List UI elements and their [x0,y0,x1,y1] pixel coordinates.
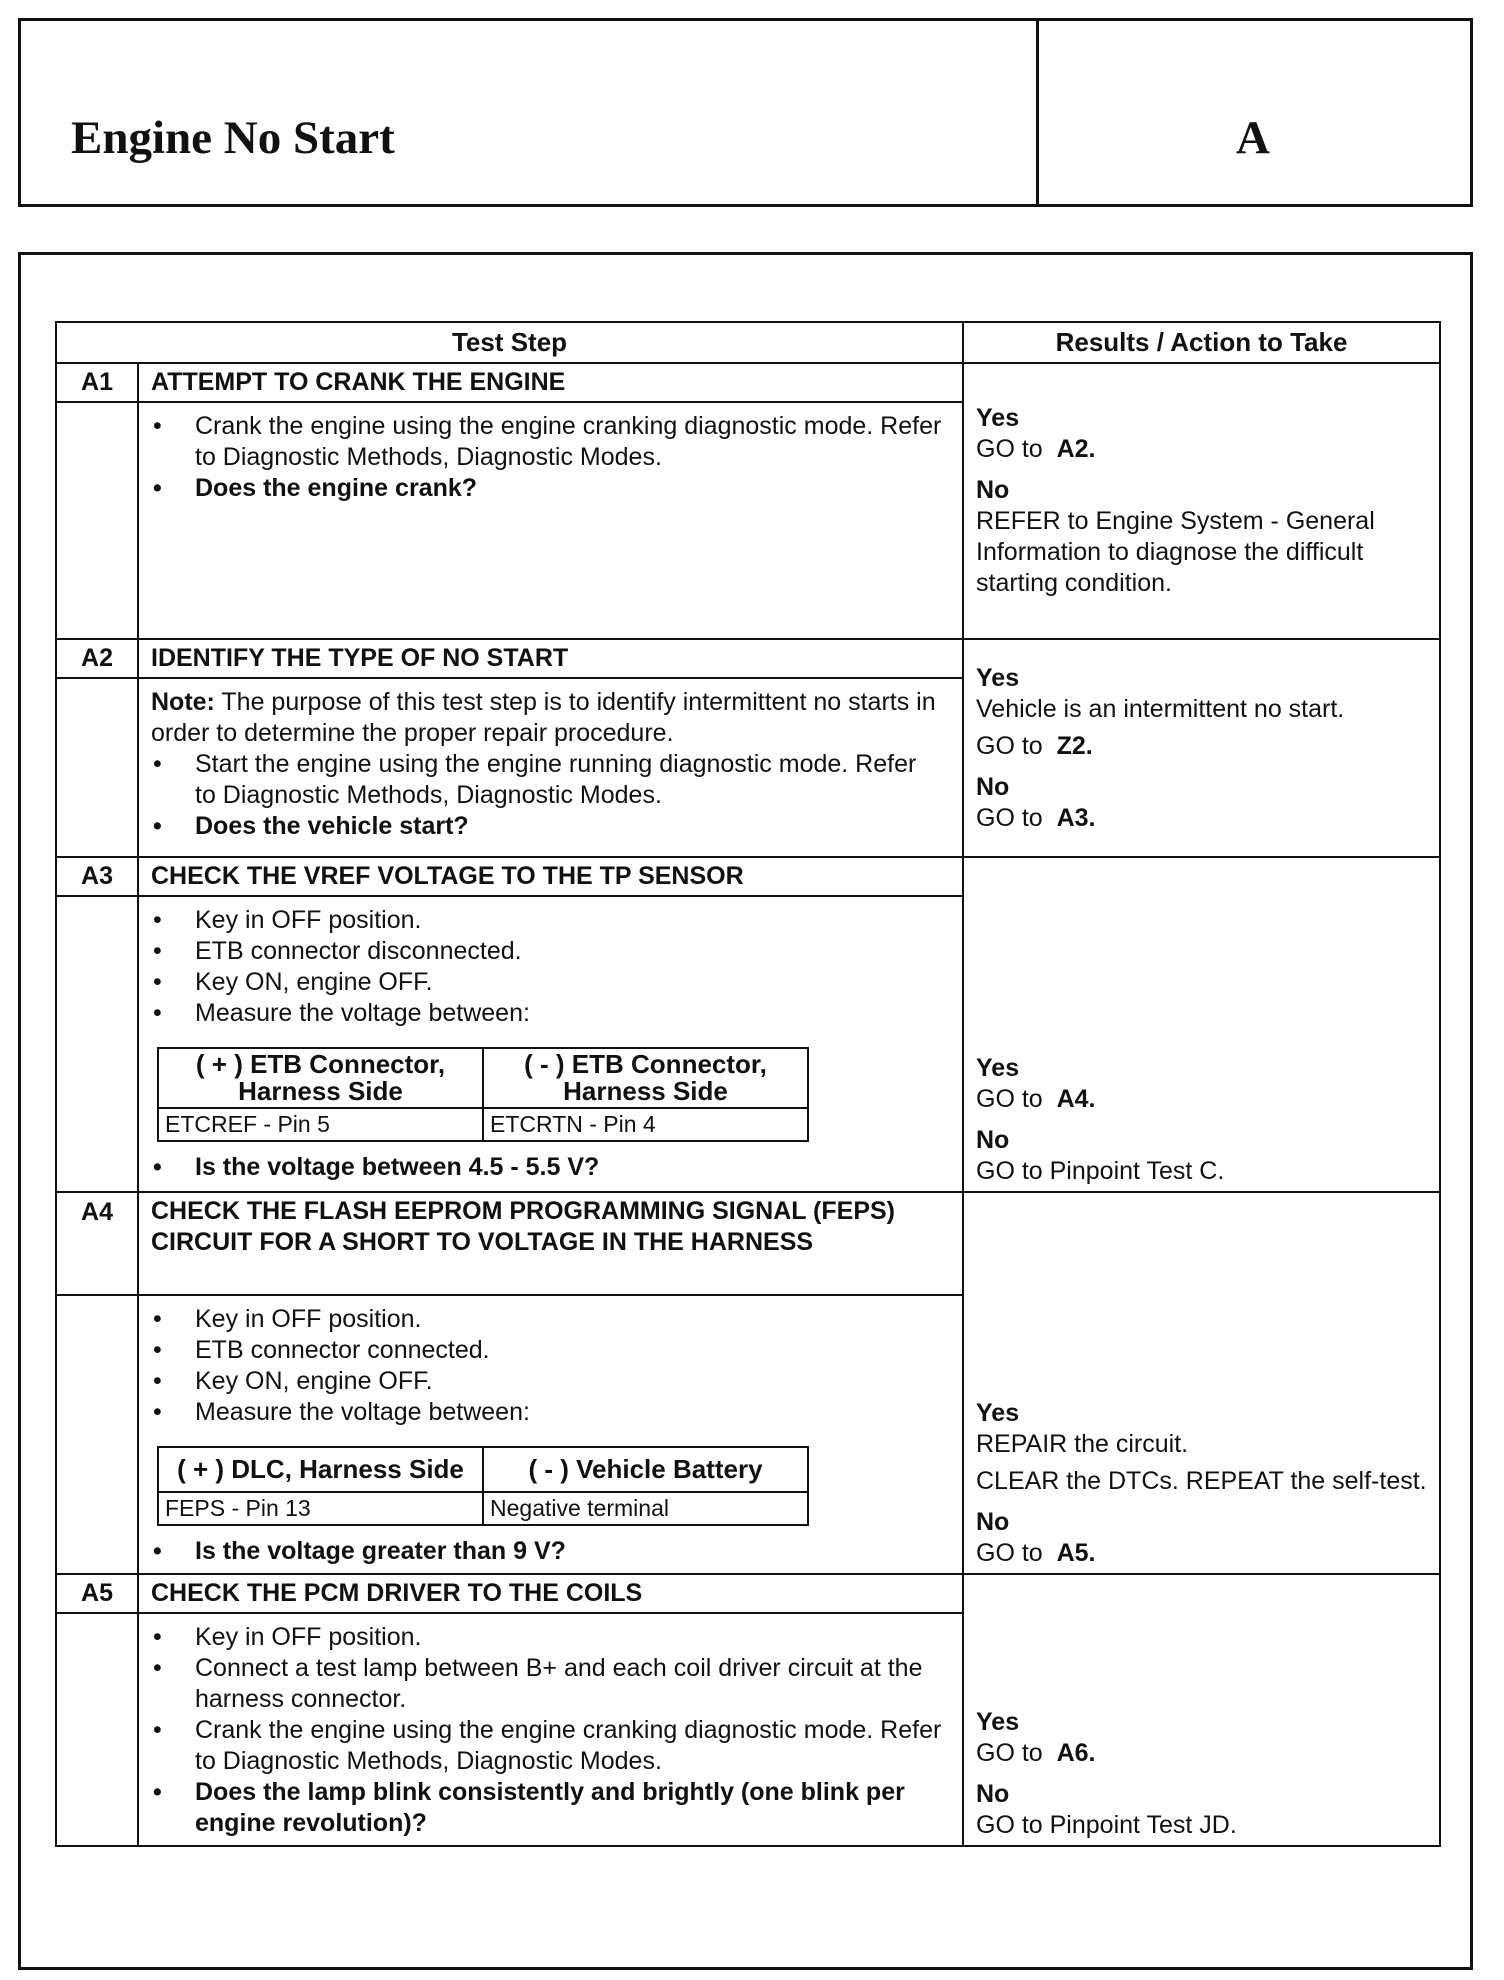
step-id: A1 [56,363,138,402]
step-id: A3 [56,857,138,896]
list-item: • Measure the voltage between: [151,998,942,1029]
step-results [963,363,1440,639]
header-divider [1036,21,1039,204]
yes-label: Yes [976,1054,1020,1082]
page-header [18,18,1473,207]
step-id: A5 [56,1574,138,1613]
page-title: Engine No Start [71,112,395,164]
no-action: GO to Pinpoint Test C. [976,1157,1225,1185]
test-step-header: Test Step [56,322,963,363]
yes-label: Yes [976,1708,1020,1736]
no-label: No [976,476,1010,504]
measurement-negative-value: ETCRTN - Pin 4 [483,1108,808,1141]
list-item: • Does the engine crank? [151,473,942,504]
step-results [963,639,1440,857]
list-item: • Does the lamp blink consistently and brightly (one blink per engine revolution)? [151,1777,942,1839]
list-item: • ETB connector disconnected. [151,936,942,967]
yes-goto: GO to Z2. [976,731,1093,760]
list-item: • Is the voltage between 4.5 - 5.5 V? [151,1152,942,1183]
table-header-row [56,322,1440,363]
no-label: No [976,772,1010,801]
no-action: REFER to Engine System - General Information to diagnose the difficult starting condition. [976,507,1375,597]
list-item: • Does the vehicle start? [151,811,942,842]
step-title-row [56,857,1440,896]
step-body [138,402,963,639]
list-item: • Key in OFF position. [151,1304,942,1335]
step-body [138,1613,963,1846]
yes-action: Vehicle is an intermittent no start. [976,694,1345,723]
step-title-row [56,1192,1440,1295]
list-item: • Key ON, engine OFF. [151,1366,942,1397]
no-action: GO to Pinpoint Test JD. [976,1811,1237,1839]
yes-action: GO to A6. [976,1739,1096,1767]
yes-action-2: CLEAR the DTCs. REPEAT the self-test. [976,1467,1427,1495]
list-item: • Is the voltage greater than 9 V? [151,1536,942,1567]
step-results [963,857,1440,1192]
measurement-positive-header: ( + ) ETB Connector, Harness Side [158,1048,483,1108]
measurement-negative-header: ( - ) Vehicle Battery [483,1447,808,1492]
list-item: • Crank the engine using the engine cranking diagnostic mode. Refer to Diagnostic Methods, Diagnostic Modes. [151,1715,942,1777]
step-results [963,1574,1440,1846]
step-title: ATTEMPT TO CRANK THE ENGINE [138,363,963,402]
step-title: CHECK THE FLASH EEPROM PROGRAMMING SIGNAL (FEPS) CIRCUIT FOR A SHORT TO VOLTAGE IN THE HARNESS [138,1192,963,1295]
yes-action: GO to A2. [976,435,1096,463]
list-item: • Key in OFF position. [151,905,942,936]
list-item: • Measure the voltage between: [151,1397,942,1428]
step-id: A4 [56,1192,138,1295]
list-item: • Crank the engine using the engine cranking diagnostic mode. Refer to Diagnostic Methods, Diagnostic Modes. [151,411,942,473]
diagnostic-panel [18,252,1473,1970]
list-item: • ETB connector connected. [151,1335,942,1366]
no-action: GO to A5. [976,1539,1096,1567]
measurement-table [157,1047,809,1142]
yes-label: Yes [976,404,1020,432]
yes-action: REPAIR the circuit. [976,1430,1189,1458]
yes-label: Yes [976,1399,1020,1427]
list-item: • Connect a test lamp between B+ and each coil driver circuit at the harness connector. [151,1653,942,1715]
measurement-positive-value: ETCREF - Pin 5 [158,1108,483,1141]
list-item: • Key in OFF position. [151,1622,942,1653]
step-id: A2 [56,639,138,678]
no-label: No [976,1780,1010,1808]
section-letter: A [1236,112,1270,164]
measurement-negative-header: ( - ) ETB Connector, Harness Side [483,1048,808,1108]
step-title-row [56,1574,1440,1613]
list-item: • Key ON, engine OFF. [151,967,942,998]
no-action: GO to A3. [976,803,1096,832]
step-title: CHECK THE VREF VOLTAGE TO THE TP SENSOR [138,857,963,896]
step-body [138,1295,963,1574]
measurement-positive-value: FEPS - Pin 13 [158,1492,483,1525]
pinpoint-test-table [55,321,1441,1847]
measurement-table [157,1446,809,1526]
no-label: No [976,1126,1010,1154]
measurement-negative-value: Negative terminal [483,1492,808,1525]
step-body [138,896,963,1192]
yes-action: GO to A4. [976,1085,1096,1113]
note: Note: The purpose of this test step is to identify intermittent no starts in order to determine the proper repair procedure. [151,688,936,747]
step-title-row [56,639,1440,678]
step-title: IDENTIFY THE TYPE OF NO START [138,639,963,678]
step-results [963,1192,1440,1574]
list-item: • Start the engine using the engine running diagnostic mode. Refer to Diagnostic Methods, Diagnostic Modes. [151,749,942,811]
yes-label: Yes [976,663,1020,692]
measurement-positive-header: ( + ) DLC, Harness Side [158,1447,483,1492]
step-title: CHECK THE PCM DRIVER TO THE COILS [138,1574,963,1613]
results-header: Results / Action to Take [963,322,1440,363]
step-title-row [56,363,1440,402]
no-label: No [976,1508,1010,1536]
step-body [138,678,963,857]
